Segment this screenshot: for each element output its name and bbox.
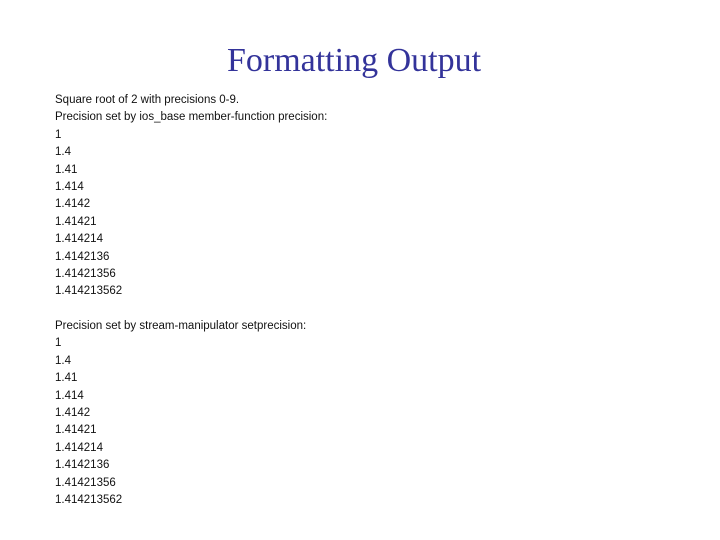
output-line: 1.414: [55, 389, 84, 402]
output-line: 1.4: [55, 354, 71, 367]
output-line: 1.414: [55, 180, 84, 193]
output-line: 1: [55, 337, 62, 350]
output-line: 1.41421356: [55, 476, 116, 489]
output-line: 1.41421356: [55, 267, 116, 280]
intro-line: Square root of 2 with precisions 0-9.: [55, 94, 240, 106]
output-line: 1: [55, 128, 62, 141]
output-line: 1.4142: [55, 407, 91, 420]
output-line: 1.4142136: [55, 459, 110, 472]
output-line: 1.41: [55, 163, 78, 176]
output-line: 1.414213562: [55, 493, 123, 506]
output-line: 1.414214: [55, 441, 103, 454]
slide-title: Formatting Output: [226, 42, 482, 79]
section-heading-precision: Precision set by ios_base member-function precision:: [55, 111, 328, 124]
section-heading-setprecision: Precision set by stream-manipulator setprecision:: [55, 320, 307, 333]
program-output: [55, 92, 327, 509]
output-line: 1.41: [55, 372, 78, 385]
output-line: 1.414214: [55, 233, 103, 246]
output-line: 1.4: [55, 146, 71, 159]
output-line: 1.4142: [55, 198, 91, 211]
blank-line: [55, 301, 327, 318]
output-line: 1.41421: [55, 215, 97, 228]
output-line: 1.414213562: [55, 285, 123, 298]
output-line: 1.4142136: [55, 250, 110, 263]
output-line: 1.41421: [55, 424, 97, 437]
